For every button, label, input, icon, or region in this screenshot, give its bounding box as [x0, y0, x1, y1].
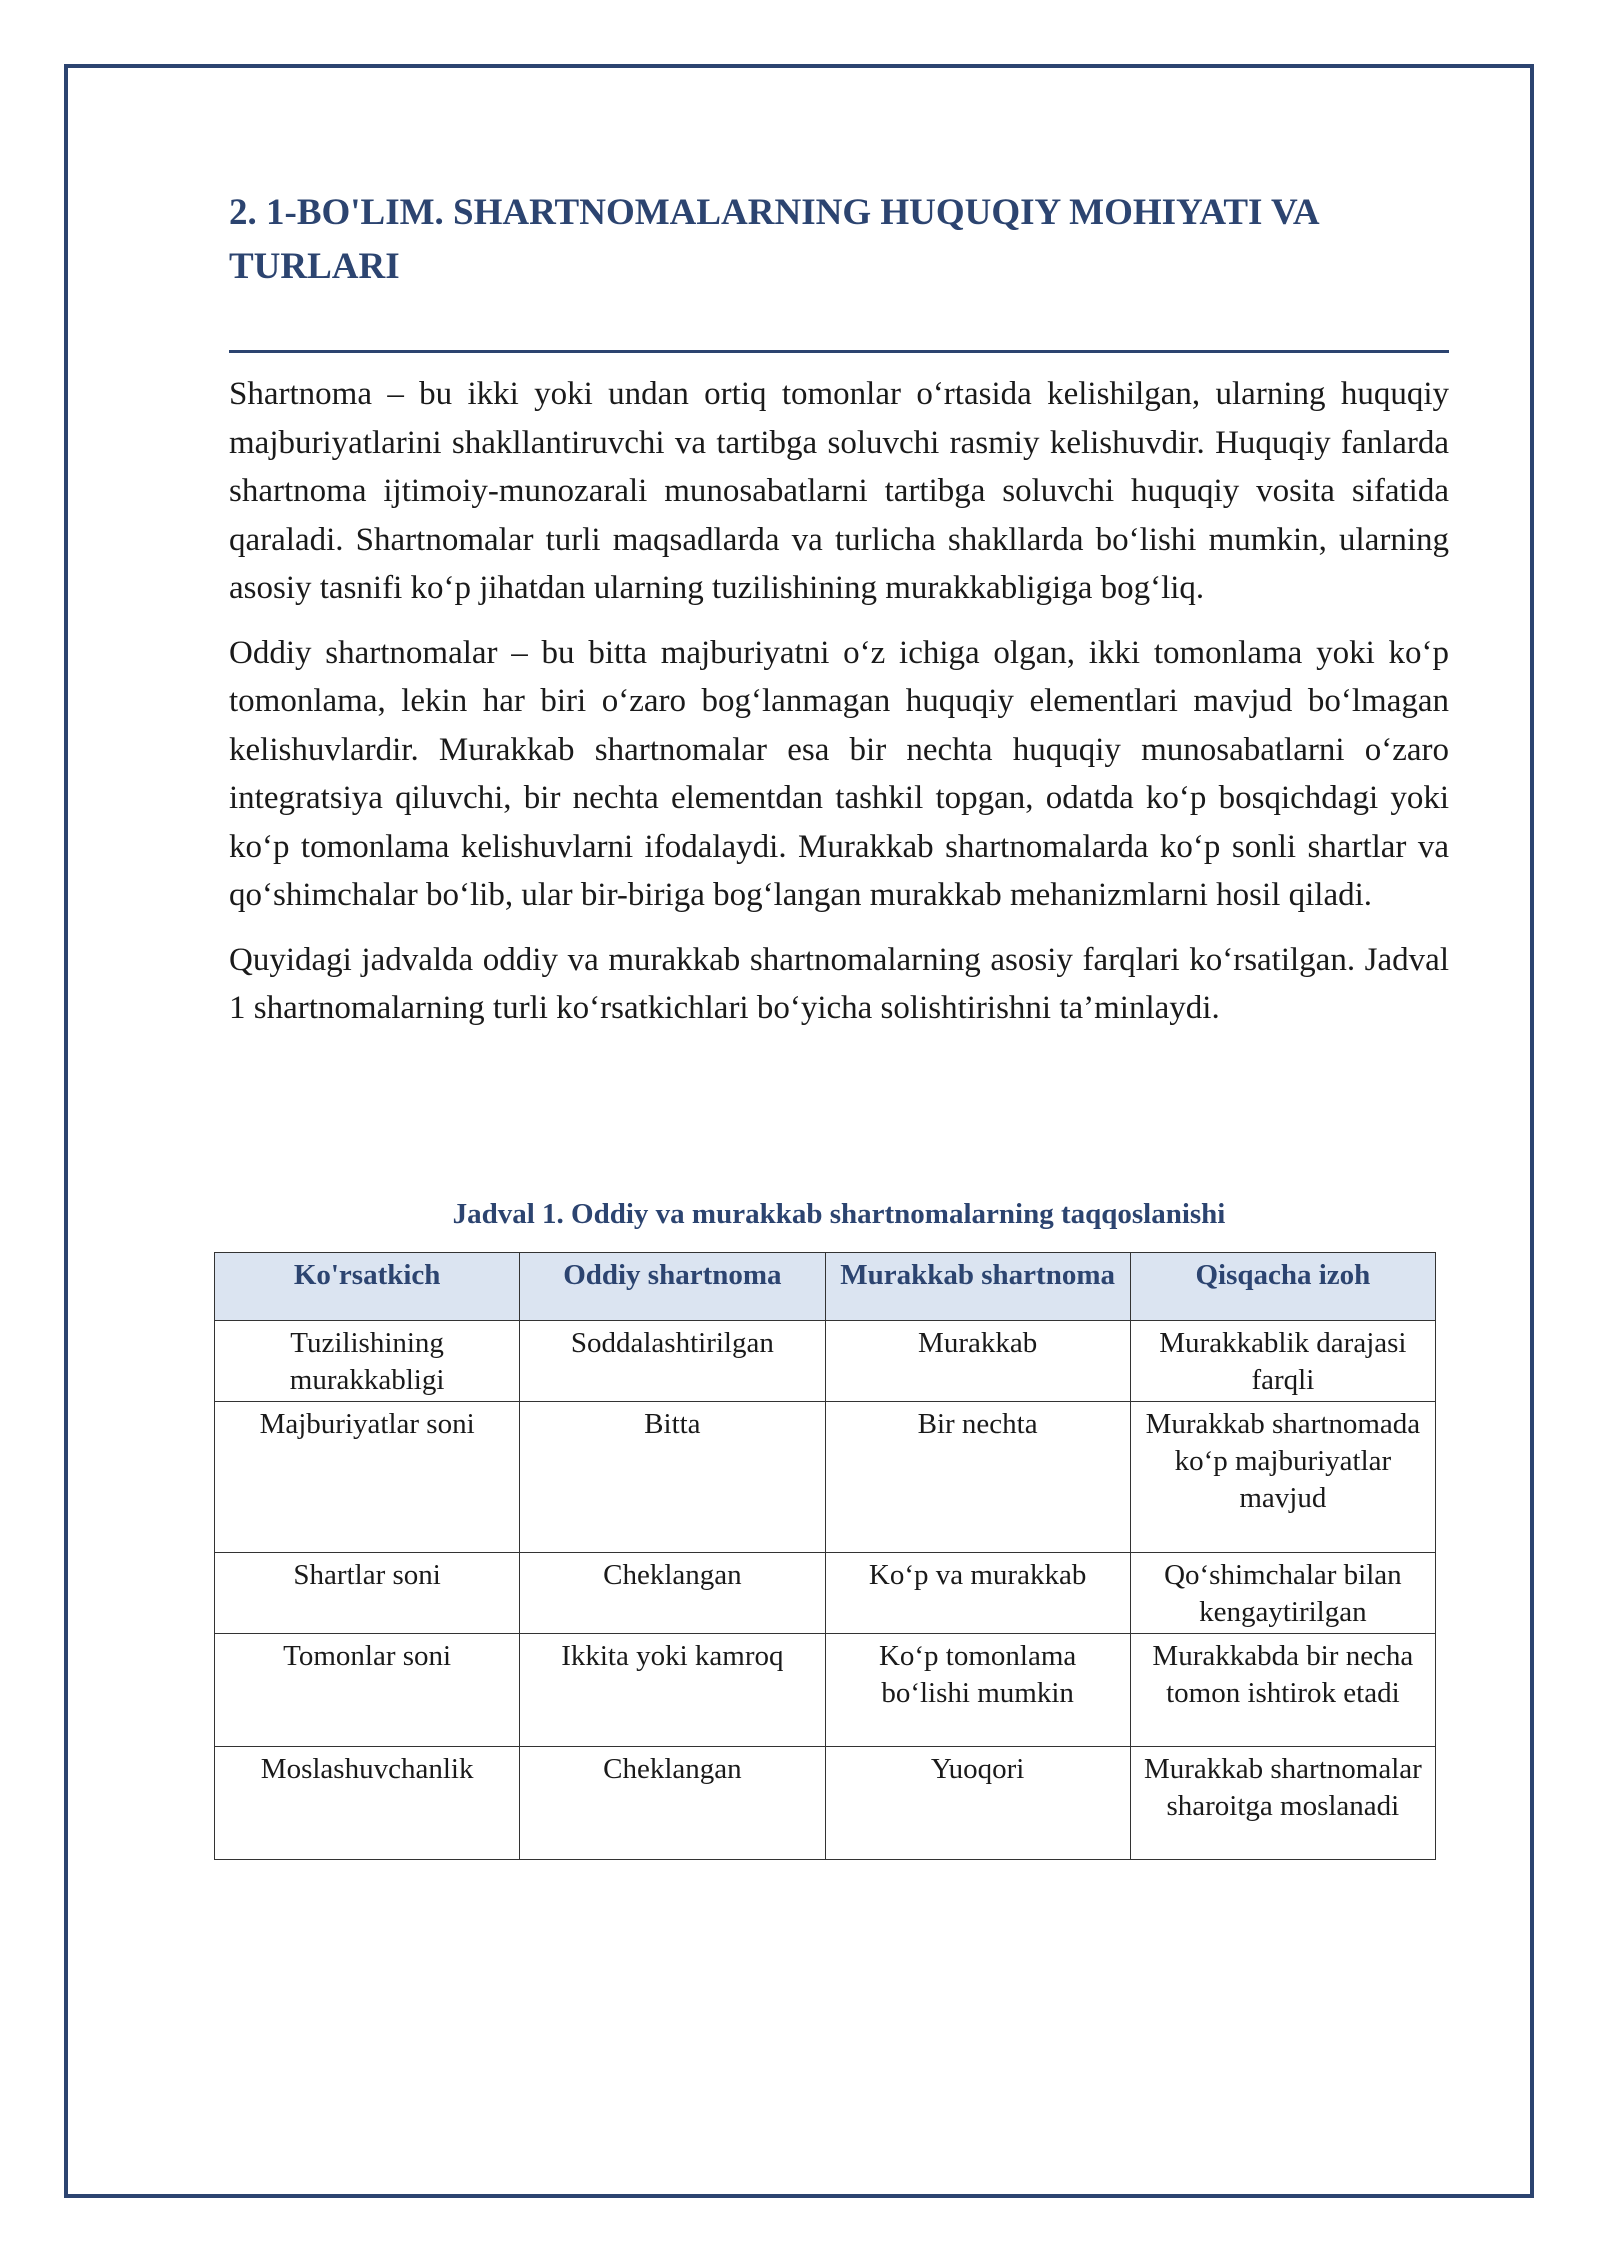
table-cell: Majburiyatlar soni	[215, 1402, 520, 1553]
header-simple-contract: Oddiy shartnoma	[520, 1253, 825, 1321]
table-row	[215, 1402, 1436, 1553]
table-cell: Murakkab	[825, 1321, 1130, 1402]
paragraph-definition: Shartnoma – bu ikki yoki undan ortiq tomonlar o‘rtasida kelishilgan, ularning huquqiy majburiyatlarini shakllantiruvchi va tartibga soluvchi rasmiy kelishuvdir. Huquqiy fanlarda shartnoma ijtimoiy-munozarali munosabatlarni tartibga soluvchi huquqiy vosita sifatida qaraladi. Shartnomalar turli maqsadlarda va turlicha shakllarda bo‘lishi mumkin, ularning asosiy tasnifi ko‘p jihatdan ularning tuzilishining murakkabligiga bog‘liq.	[229, 376, 1449, 606]
paragraph-table-intro: Quyidagi jadvalda oddiy va murakkab shartnomalarning asosiy farqlari ko‘rsatilgan. Jadval 1 shartnomalarning turli ko‘rsatkichlari bo‘yicha solishtirishni ta’minlaydi.	[229, 941, 1449, 1026]
comparison-table	[214, 1252, 1436, 1860]
table-cell: Ko‘p va murakkab	[825, 1553, 1130, 1634]
section-heading: 2. 1-BO'LIM. SHARTNOMALARNING HUQUQIY MOHIYATI VA TURLARI	[229, 192, 1318, 287]
table-caption: Jadval 1. Oddiy va murakkab shartnomalarning taqqoslanishi	[452, 1198, 1226, 1230]
table-cell: Murakkablik darajasi farqli	[1130, 1321, 1435, 1402]
table-cell: Bitta	[520, 1402, 825, 1553]
table-row	[215, 1747, 1436, 1860]
header-short-note: Qisqacha izoh	[1130, 1253, 1435, 1321]
body-text	[229, 370, 1449, 1049]
table-cell: Murakkab shartnomalar sharoitga moslanadi	[1130, 1747, 1435, 1860]
table-header-row	[215, 1253, 1436, 1321]
table-cell: Qo‘shimchalar bilan kengaytirilgan	[1130, 1553, 1435, 1634]
table-cell: Tomonlar soni	[215, 1634, 520, 1747]
heading-divider	[229, 350, 1449, 353]
table-cell: Ko‘p tomonlama bo‘lishi mumkin	[825, 1634, 1130, 1747]
table-cell: Cheklangan	[520, 1553, 825, 1634]
table-cell: Bir nechta	[825, 1402, 1130, 1553]
header-indicator: Ko'rsatkich	[215, 1253, 520, 1321]
table-cell: Tuzilishining murakkabligi	[215, 1321, 520, 1402]
table-cell: Ikkita yoki kamroq	[520, 1634, 825, 1747]
table-row	[215, 1634, 1436, 1747]
header-complex-contract: Murakkab shartnoma	[825, 1253, 1130, 1321]
table-row	[215, 1321, 1436, 1402]
table-cell: Murakkabda bir necha tomon ishtirok etadi	[1130, 1634, 1435, 1747]
table-cell: Soddalashtirilgan	[520, 1321, 825, 1402]
table-cell: Murakkab shartnomada ko‘p majburiyatlar mavjud	[1130, 1402, 1435, 1553]
table-cell: Cheklangan	[520, 1747, 825, 1860]
table-row	[215, 1553, 1436, 1634]
table-cell: Yuoqori	[825, 1747, 1130, 1860]
table-cell: Shartlar soni	[215, 1553, 520, 1634]
paragraph-types: Oddiy shartnomalar – bu bitta majburiyatni o‘z ichiga olgan, ikki tomonlama yoki ko‘p tomonlama, lekin har biri o‘zaro bog‘lanmagan huquqiy elementlari mavjud bo‘lmagan kelishuvlardir. Murakkab shartnomalar esa bir nechta huquqiy munosabatlarni o‘zaro integratsiya qiluvchi, bir nechta elementdan tashkil topgan, odatda ko‘p bosqichdagi yoki ko‘p tomonlama kelishuvlarni ifodalaydi. Murakkab shartnomalarda ko‘p sonli shartlar va qo‘shimchalar bo‘lib, ular bir-biriga bog‘langan murakkab mehanizmlarni hosil qiladi.	[229, 634, 1449, 913]
table-cell: Moslashuvchanlik	[215, 1747, 520, 1860]
